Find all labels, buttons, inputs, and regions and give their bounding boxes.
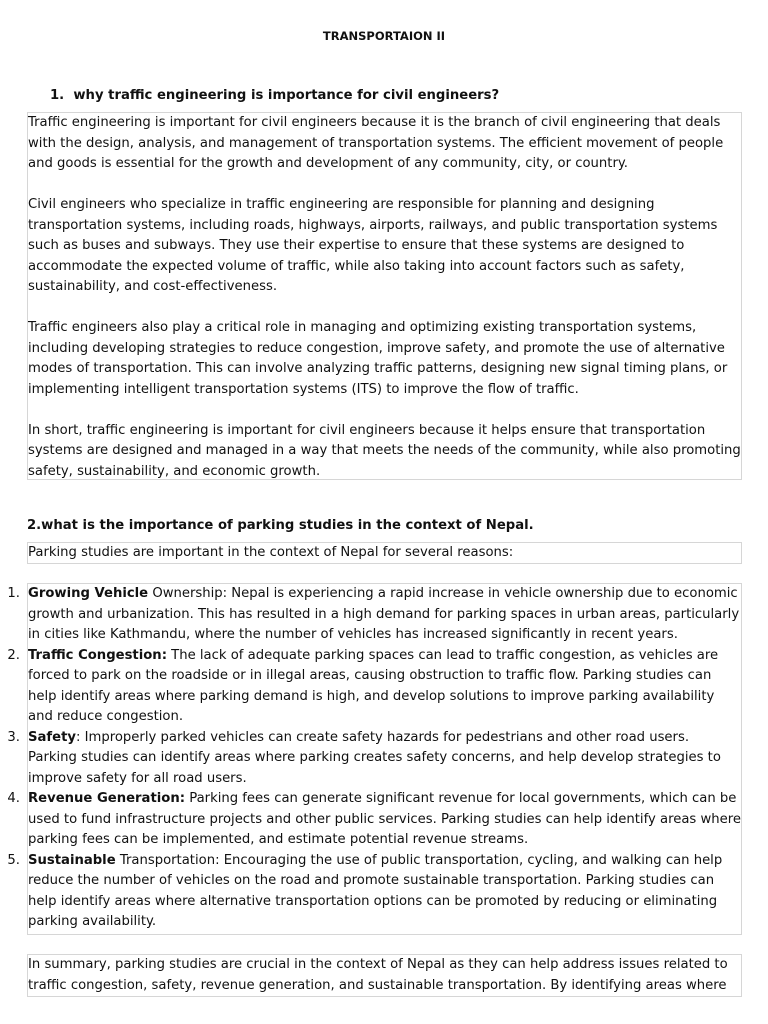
list-item-text: The lack of adequate parking spaces can lead to traffic congestion, as vehicles are forced to park on the roadside or in illegal areas, causing obstruction to traffic flow. Parking studies can help identify areas where parking demand is high, and develop solutions to improve parking availability and reduce congestion. xyxy=(28,647,719,724)
list-number: 1. xyxy=(7,586,20,601)
document-title: TRANSPORTAION II xyxy=(322,29,446,43)
parking-reasons-list xyxy=(7,583,742,935)
answer-2-summary: In summary, parking studies are crucial in the context of Nepal as they can help address issues related to traffic congestion, safety, revenue generation, and sustainable transportation. By identifying areas where xyxy=(28,957,728,993)
answer-2-intro-box xyxy=(27,542,742,564)
answer-1-paragraph: Traffic engineering is important for civil engineers because it is the branch of civil engineering that deals with the design, analysis, and management of transportation systems. The efficient movement of people and goods is essential for the growth and development of any community, city, or country. xyxy=(28,115,724,171)
list-item xyxy=(7,646,741,728)
list-number: 4. xyxy=(7,791,20,806)
answer-1-paragraph: In short, traffic engineering is important for civil engineers because it helps ensure that transportation systems are designed and managed in a way that meets the needs of the community, while also promoting safety, sustainability, and economic growth. xyxy=(28,422,741,479)
list-item xyxy=(7,584,741,646)
list-number: 2. xyxy=(7,647,20,663)
list-item-title: Revenue Generation: xyxy=(28,791,186,806)
list-item-text: Parking fees can generate significant revenue for local governments, which can be used to fund infrastructure projects and other public services. Parking studies can help identify areas where parking fees can be implemented, and estimate potential revenue streams. xyxy=(28,791,741,847)
question-2-heading: 2.what is the importance of parking studies in the context of Nepal. xyxy=(27,518,534,533)
answer-2-summary-box xyxy=(27,954,742,997)
list-item-title: Safety xyxy=(28,729,76,745)
list-item-text: : Improperly parked vehicles can create safety hazards for pedestrians and other road users. Parking studies can identify areas where parking creates safety concerns, and help develop strategies to improve safety for all road users. xyxy=(28,729,721,786)
question-1-heading xyxy=(50,87,499,105)
answer-1-paragraph: Civil engineers who specialize in traffic engineering are responsible for planning and designing transportation systems, including roads, highways, airports, railways, and public transportation systems such as buses and subways. They use their expertise to ensure that these systems are designed to accommodate the expected volume of traffic, while also taking into account factors such as safety, sustainability, and cost-effectiveness. xyxy=(28,197,718,294)
answer-1-box xyxy=(27,112,742,480)
list-item-text: Transportation: Encouraging the use of public transportation, cycling, and walking can help reduce the number of vehicles on the road and promote sustainable transportation. Parking studies can help identify areas where alternative transportation options can be promoted by reducing or eliminating parking availability. xyxy=(28,852,723,929)
list-number: 3. xyxy=(7,729,20,745)
answer-2-intro: Parking studies are important in the context of Nepal for several reasons: xyxy=(28,545,514,560)
answer-1-paragraph: Traffic engineers also play a critical role in managing and optimizing existing transportation systems, including developing strategies to reduce congestion, improve safety, and promote the use of alternative modes of transportation. This can involve analyzing traffic patterns, designing new signal timing plans, or implementing intelligent transportation systems (ITS) to improve the flow of traffic. xyxy=(28,320,728,397)
list-item-title: Sustainable xyxy=(28,852,116,868)
list-number: 5. xyxy=(7,852,20,868)
list-item-title: Growing Vehicle xyxy=(28,586,149,601)
list-item-text: Ownership: Nepal is experiencing a rapid increase in vehicle ownership due to economic growth and urbanization. This has resulted in a high demand for parking spaces in urban areas, particularly in cities like Kathmandu, where the number of vehicles has increased significantly in recent years. xyxy=(28,586,740,642)
list-item xyxy=(7,789,741,851)
question-1-number: 1. xyxy=(50,88,65,103)
list-item-title: Traffic Congestion: xyxy=(28,647,167,663)
list-item xyxy=(7,851,741,933)
list-item xyxy=(7,728,741,790)
question-1-text: why traffic engineering is importance for civil engineers? xyxy=(73,88,500,103)
